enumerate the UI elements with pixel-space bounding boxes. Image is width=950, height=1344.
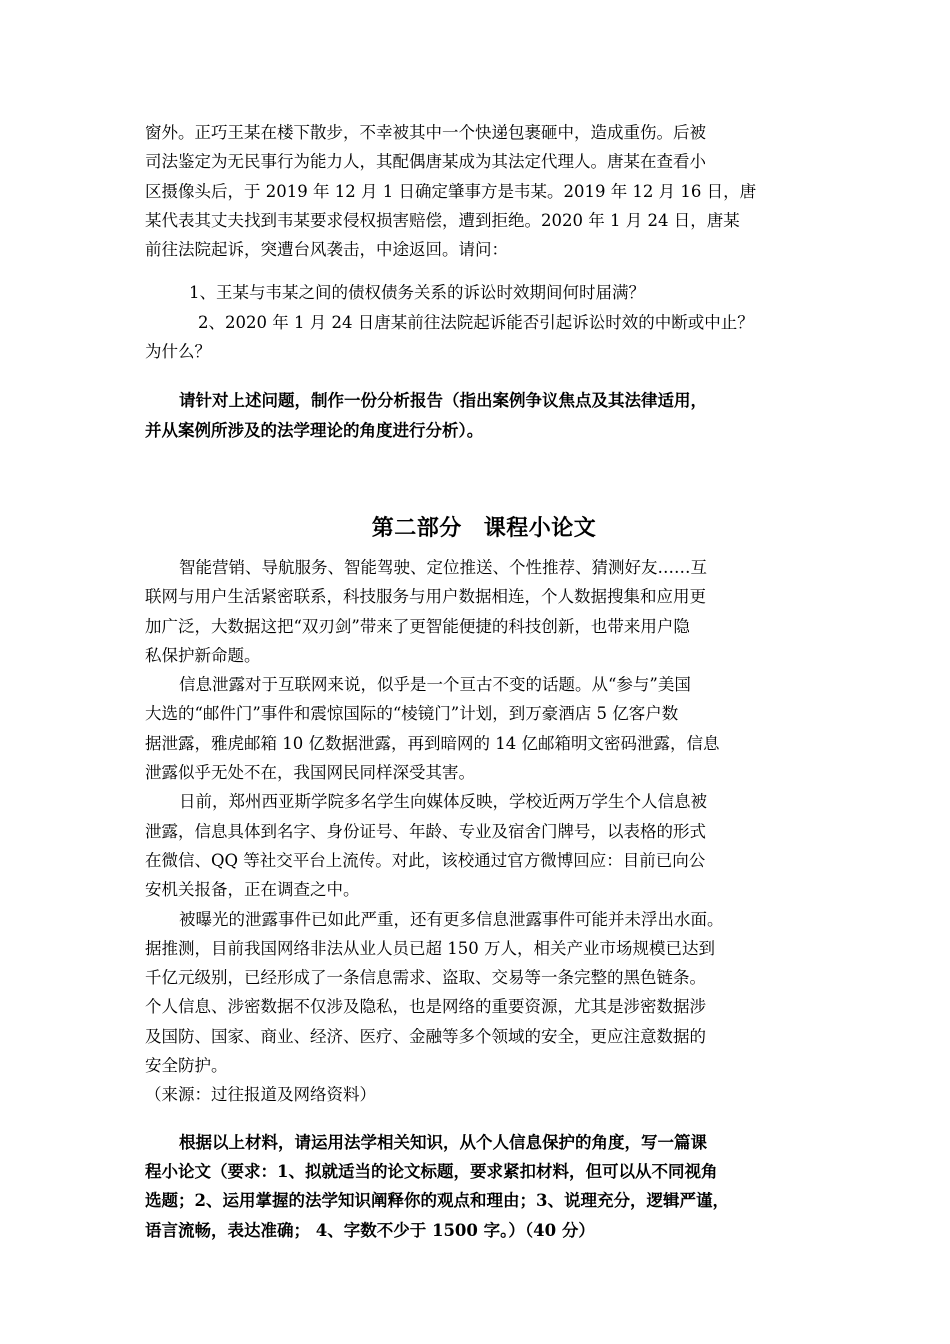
spacer bbox=[145, 445, 815, 513]
case-paragraph bbox=[145, 118, 815, 264]
text-line: 前往法院起诉，突遭台风袭击，中途返回。请问： bbox=[145, 240, 508, 260]
question-1: 1、王某与韦某之间的债权债务关系的诉讼时效期间何时届满？ bbox=[189, 283, 645, 303]
text-line: 在微信、QQ 等社交平台上流传。对此，该校通过官方微博回应：目前已向公 bbox=[145, 850, 706, 870]
question-list bbox=[145, 278, 815, 366]
document-page bbox=[145, 118, 815, 1245]
instruction-line: 请针对上述问题，制作一份分析报告（指出案例争议焦点及其法律适用， bbox=[179, 391, 707, 411]
section-title-name: 课程小论文 bbox=[483, 514, 597, 541]
spacer bbox=[145, 1110, 815, 1128]
text-line: 加广泛，大数据这把“双刃剑”带来了更智能便捷的科技创新，也带来用户隐 bbox=[145, 616, 690, 636]
text-line: 私保护新命题。 bbox=[145, 645, 261, 665]
essay-material bbox=[145, 553, 815, 1110]
report-instruction bbox=[145, 386, 815, 445]
essay-paragraph-3 bbox=[145, 787, 815, 904]
section-title bbox=[145, 513, 815, 543]
instruction-line: 根据以上材料，请运用法学相关知识，从个人信息保护的角度，写一篇课 bbox=[179, 1132, 707, 1152]
text-line: 智能营销、导航服务、智能驾驶、定位推送、个性推荐、猜测好友……互 bbox=[179, 557, 707, 577]
essay-paragraph-1 bbox=[145, 553, 815, 670]
text-line: 泄露似乎无处不在，我国网民同样深受其害。 bbox=[145, 763, 475, 783]
text-line: 大选的“邮件门”事件和震惊国际的“棱镜门”计划，到万豪酒店 5 亿客户数 bbox=[145, 704, 679, 724]
text-line: 及国防、国家、商业、经济、医疗、金融等多个领域的安全，更应注意数据的 bbox=[145, 1026, 706, 1046]
text-line: 联网与用户生活紧密联系，科技服务与用户数据相连，个人数据搜集和应用更 bbox=[145, 587, 706, 607]
source-note: （来源：过往报道及网络资料） bbox=[145, 1085, 376, 1105]
text-line: 窗外。正巧王某在楼下散步，不幸被其中一个快递包裹砸中，造成重伤。后被 bbox=[145, 123, 706, 142]
spacer bbox=[145, 366, 815, 386]
text-line: 日前，郑州西亚斯学院多名学生向媒体反映，学校近两万学生个人信息被 bbox=[179, 792, 707, 812]
section-title-part: 第二部分 bbox=[371, 514, 462, 541]
essay-paragraph-4 bbox=[145, 905, 815, 1081]
text-line: 安机关报备，正在调查之中。 bbox=[145, 880, 360, 900]
instruction-line: 程小论文（要求：1、拟就适当的论文标题，要求紧扣材料，但可以从不同视角 bbox=[145, 1161, 718, 1181]
text-line: 司法鉴定为无民事行为能力人，其配偶唐某成为其法定代理人。唐某在查看小 bbox=[145, 152, 706, 172]
text-line: 区摄像头后，于 2019 年 12 月 1 日确定肇事方是韦某。2019 年 12 月 16 日，唐 bbox=[145, 181, 757, 201]
text-line: 据推测，目前我国网络非法从业人员已超 150 万人，相关产业市场规模已达到 bbox=[145, 938, 715, 958]
text-line: 个人信息、涉密数据不仅涉及隐私，也是网络的重要资源，尤其是涉密数据涉 bbox=[145, 997, 706, 1017]
text-line: 千亿元级别，已经形成了一条信息需求、盗取、交易等一条完整的黑色链条。 bbox=[145, 968, 706, 988]
question-2: 2、2020 年 1 月 24 日唐某前往法院起诉能否引起诉讼时效的中断或中止？ bbox=[198, 312, 754, 332]
text-line: 被曝光的泄露事件已如此严重，还有更多信息泄露事件可能并未浮出水面。 bbox=[179, 909, 724, 929]
instruction-line: 语言流畅，表达准确； 4、字数不少于 1500 字。）（40 分） bbox=[145, 1220, 595, 1240]
text-line: 据泄露，雅虎邮箱 10 亿数据泄露，再到暗网的 14 亿邮箱明文密码泄露，信息 bbox=[145, 733, 720, 753]
text-line: 泄露，信息具体到名字、身份证号、年龄、专业及宿舍门牌号，以表格的形式 bbox=[145, 821, 706, 841]
essay-paragraph-2 bbox=[145, 670, 815, 787]
essay-instruction bbox=[145, 1128, 815, 1245]
spacer bbox=[145, 543, 815, 553]
text-line: 某代表其丈夫找到韦某要求侵权损害赔偿，遭到拒绝。2020 年 1 月 24 日，唐某 bbox=[145, 210, 740, 230]
text-line: 安全防护。 bbox=[145, 1056, 228, 1076]
instruction-line: 并从案例所涉及的法学理论的角度进行分析）。 bbox=[145, 420, 484, 440]
instruction-line: 选题；2、运用掌握的法学知识阐释你的观点和理由；3、说理充分，逻辑严谨， bbox=[145, 1191, 729, 1211]
text-line: 信息泄露对于互联网来说，似乎是一个亘古不变的话题。从“参与”美国 bbox=[179, 675, 691, 695]
question-2-continued: 为什么？ bbox=[145, 342, 211, 362]
spacer bbox=[145, 264, 815, 278]
